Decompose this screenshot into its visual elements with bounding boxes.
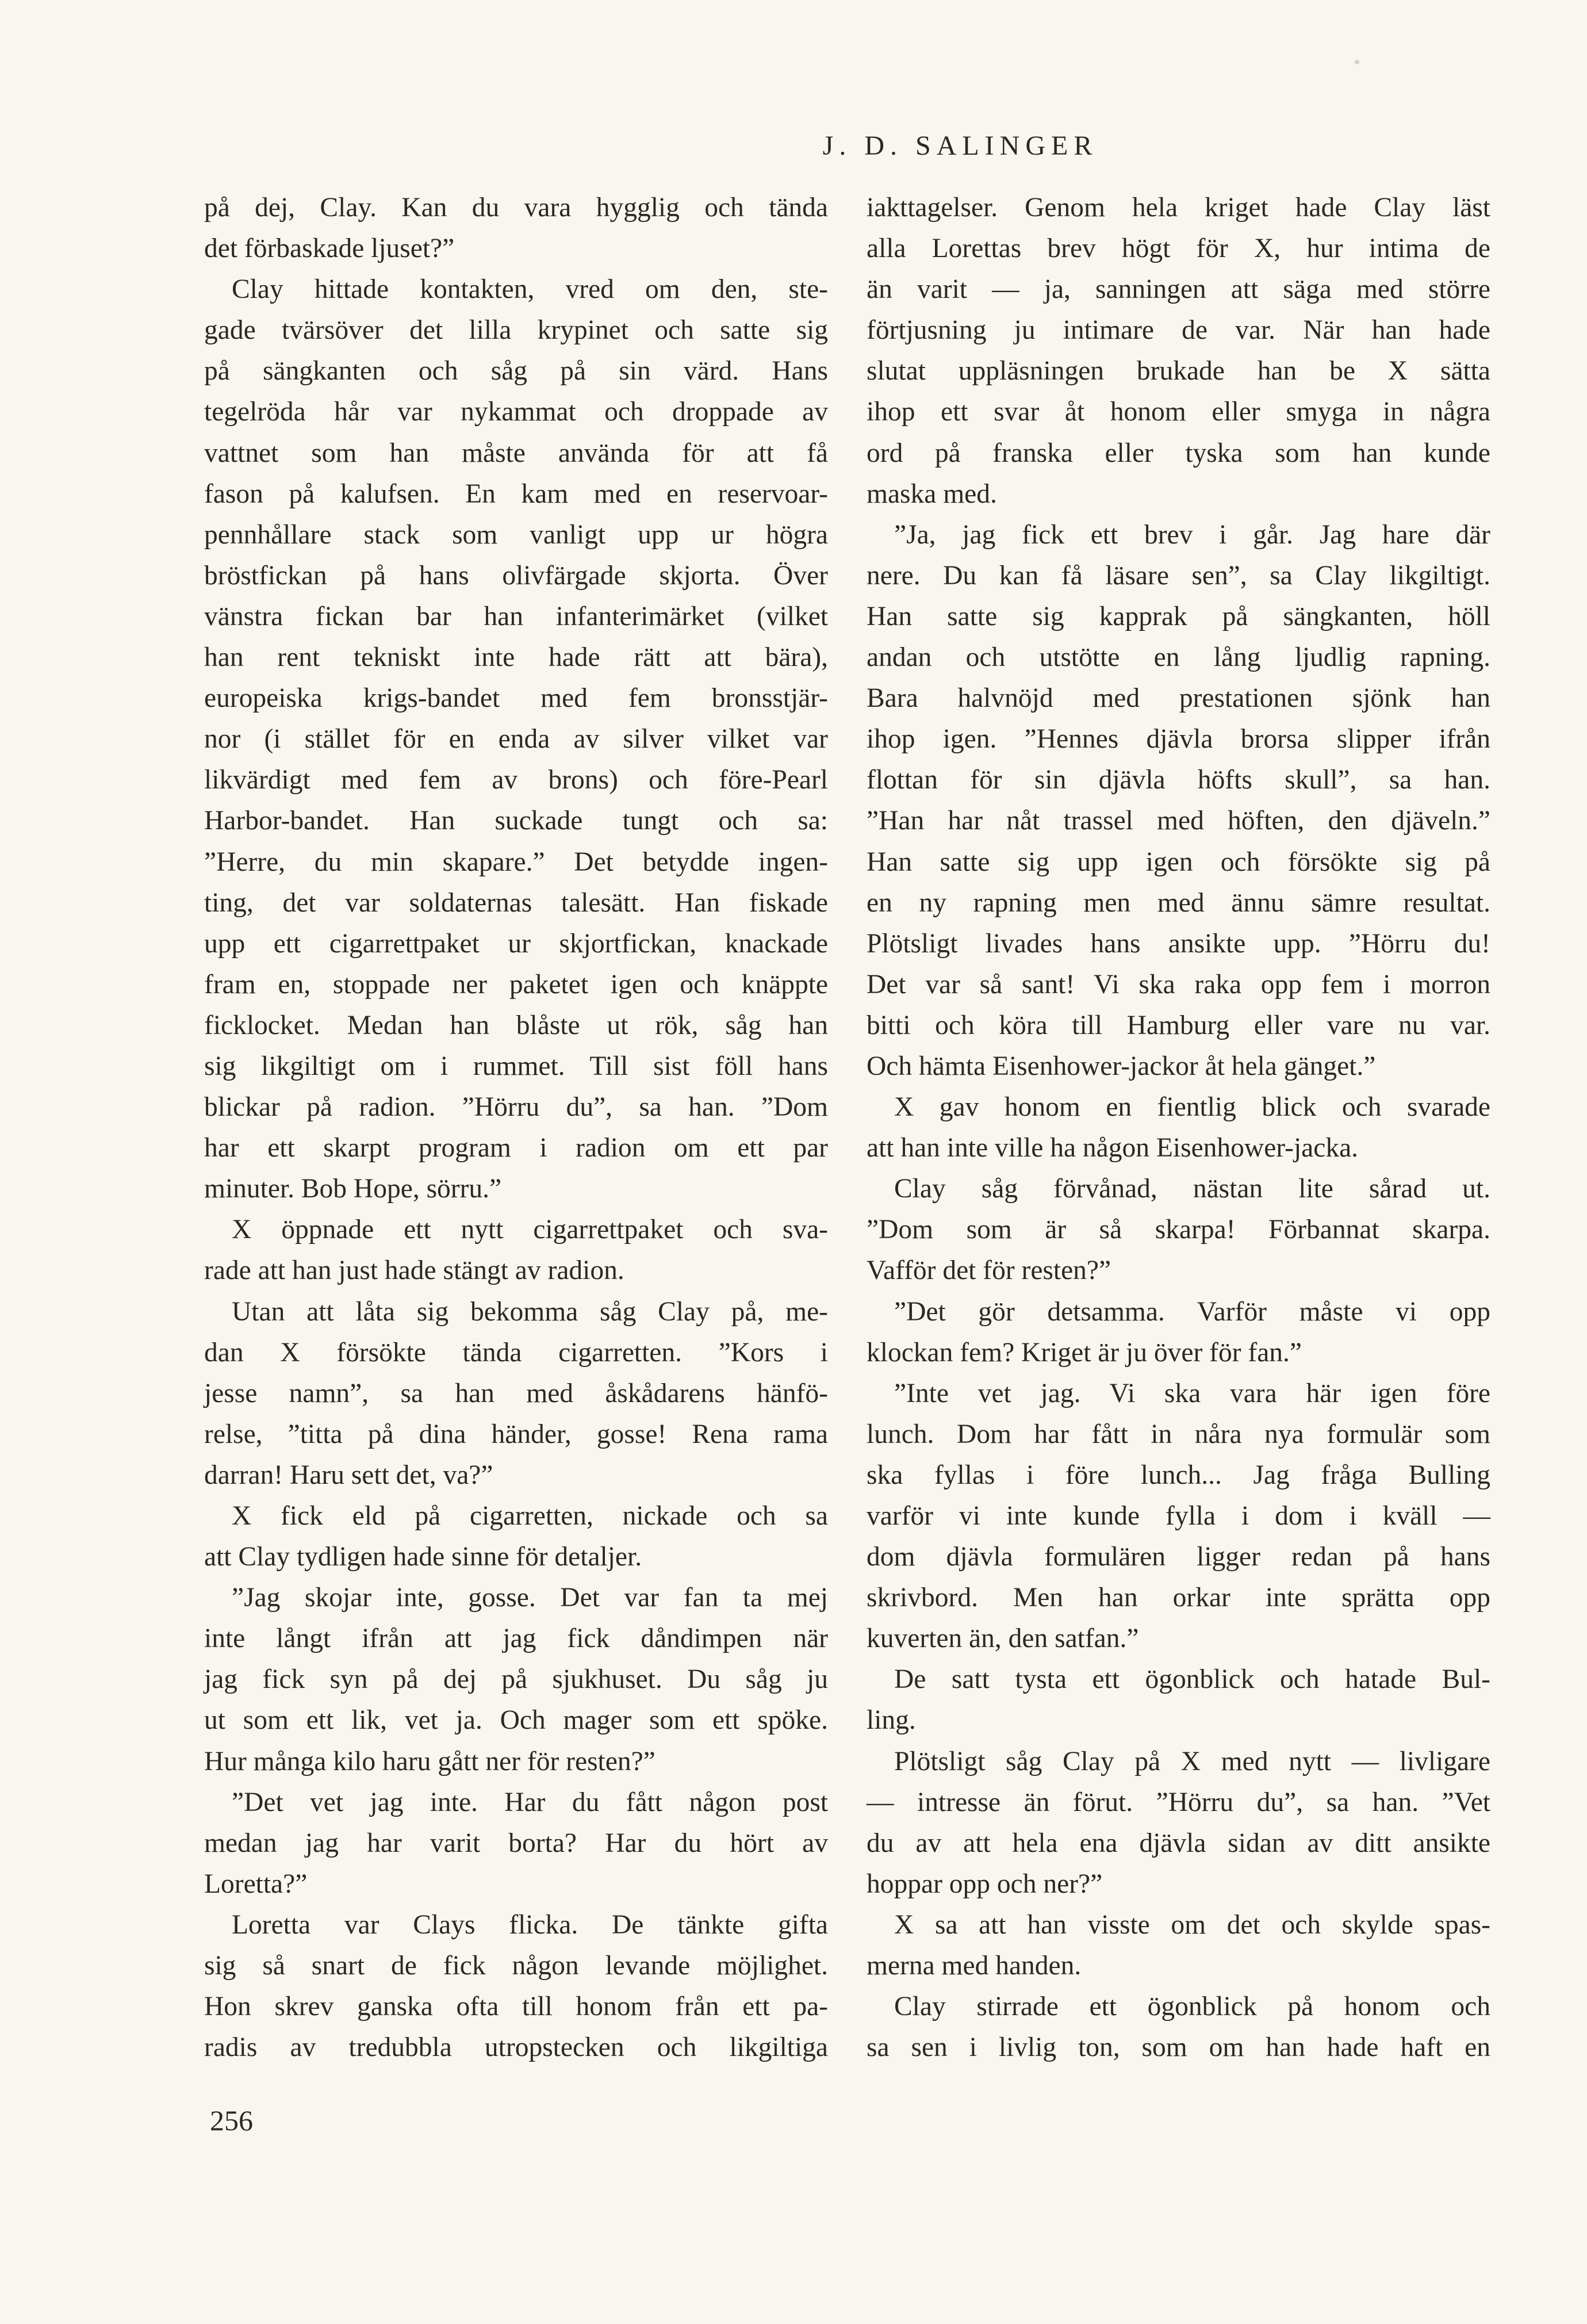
text-line: ficklocket. Medan han blåste ut rök, såg han [204,1010,828,1040]
text-line: du av att hela ena djävla sidan av ditt ansikte [867,1828,1490,1858]
text-line: ord på franska eller tyska som han kunde [867,438,1490,468]
text-line: ut som ett lik, vet ja. Och mager som ett spöke. [204,1705,828,1736]
text-line: alla Lorettas brev högt för X, hur intima de [867,233,1490,264]
text-line: X öppnade ett nytt cigarrettpaket och sva- [232,1215,828,1245]
left-text-column [204,187,828,2068]
text-line: Hur många kilo haru gått ner för resten?” [204,1746,656,1776]
text-line: jag fick syn på dej på sjukhuset. Du såg ju [204,1664,828,1695]
text-line: bröstfickan på hans olivfärgade skjorta. Över [204,560,828,591]
text-line: ”Det gör detsamma. Varför måste vi opp [894,1296,1490,1327]
text-line: ting, det var soldaternas talesätt. Han fiskade [204,887,828,918]
text-line: blickar på radion. ”Hörru du”, sa han. ”Dom [204,1092,828,1123]
text-line: minuter. Bob Hope, sörru.” [204,1174,502,1204]
text-line: tegelröda hår var nykammat och droppade av [204,397,828,427]
text-line: ”Ja, jag fick ett brev i går. Jag hare där [894,519,1490,550]
text-line: vänstra fickan bar han infanterimärket (vilket [204,601,828,631]
paper-speck [1355,60,1359,64]
text-line: Det var så sant! Vi ska raka opp fem i morron [867,969,1490,1000]
text-line: — intresse än förut. ”Hörru du”, sa han. ”Vet [867,1787,1490,1817]
text-line: Bara halvnöjd med prestationen sjönk han [867,683,1490,714]
text-line: Clay såg förvånad, nästan lite sårad ut. [894,1174,1490,1204]
running-head-text: J. D. SALINGER [822,131,1098,161]
text-line: likvärdigt med fem av brons) och före-Pearl [204,765,828,795]
text-line: darran! Haru sett det, va?” [204,1460,493,1490]
text-line: Vafför det för resten?” [867,1255,1111,1286]
text-line: gade tvärsöver det lilla krypinet och satte sig [204,315,828,346]
text-line: han rent tekniskt inte hade rätt att bära), [204,642,828,673]
text-line: sig likgiltigt om i rummet. Till sist föll hans [204,1051,828,1081]
text-line: ”Herre, du min skapare.” Det betydde ingen- [204,847,828,877]
text-line: det förbaskade ljuset?” [204,233,455,264]
text-line: Loretta?” [204,1869,308,1899]
text-line: Hon skrev ganska ofta till honom från ett pa- [204,1992,828,2022]
text-line: De satt tysta ett ögonblick och hatade Bul- [894,1664,1490,1695]
text-line: att Clay tydligen hade sinne för detaljer. [204,1542,642,1572]
page-number: 256 [210,2104,253,2137]
text-line: en ny rapning men med ännu sämre resultat. [867,887,1490,918]
text-line: ”Jag skojar inte, gosse. Det var fan ta mej [232,1583,828,1613]
text-line: ”Han har nåt trassel med höften, den djäveln.” [867,806,1490,836]
text-line: X fick eld på cigarretten, nickade och sa [232,1501,828,1531]
text-line: inte långt ifrån att jag fick dåndimpen när [204,1624,828,1654]
text-line: vattnet som han måste använda för att få [204,438,828,468]
text-line: Plötsligt livades hans ansikte upp. ”Hörru du! [867,928,1490,959]
text-line: pennhållare stack som vanligt upp ur högra [204,519,828,550]
text-line: Utan att låta sig bekomma såg Clay på, me- [232,1296,828,1327]
text-line: nor (i stället för en enda av silver vilket var [204,724,828,755]
text-line: medan jag har varit borta? Har du hört av [204,1828,828,1858]
text-line: än varit — ja, sanningen att säga med större [867,274,1490,305]
text-line: rade att han just hade stängt av radion. [204,1255,624,1286]
text-line: merna med handen. [867,1951,1082,1981]
text-line: upp ett cigarrettpaket ur skjortfickan, knackade [204,928,828,959]
text-line: slutat uppläsningen brukade han be X sätta [867,356,1490,386]
text-line: varför vi inte kunde fylla i dom i kväll — [867,1501,1490,1531]
text-line: bitti och köra till Hamburg eller vare nu var. [867,1010,1490,1040]
text-line: radis av tredubbla utropstecken och likgiltiga [204,2032,828,2063]
text-line: Han satte sig kapprak på sängkanten, höll [867,601,1490,631]
text-line: Clay stirrade ett ögonblick på honom och [894,1992,1490,2022]
running-head [0,130,1587,162]
text-line: X sa att han visste om det och skylde spas- [894,1909,1490,1940]
text-line: Han satte sig upp igen och försökte sig på [867,847,1490,877]
text-line: maska med. [867,478,997,509]
text-line: jesse namn”, sa han med åskådarens hänfö- [204,1378,828,1408]
text-line: fason på kalufsen. En kam med en reservoar- [204,478,828,509]
text-line: har ett skarpt program i radion om ett par [204,1133,828,1163]
text-line: ling. [867,1705,916,1736]
text-line: Clay hittade kontakten, vred om den, ste- [232,274,828,305]
text-line: ”Inte vet jag. Vi ska vara här igen före [894,1378,1490,1408]
text-line: Harbor-bandet. Han suckade tungt och sa: [204,806,828,836]
text-line: dan X försökte tända cigarretten. ”Kors i [204,1337,828,1368]
text-line: på sängkanten och såg på sin värd. Hans [204,356,828,386]
text-line: iakttagelser. Genom hela kriget hade Clay läst [867,193,1490,223]
text-line: ska fyllas i före lunch... Jag fråga Bulling [867,1460,1490,1490]
text-line: sa sen i livlig ton, som om han hade haft en [867,2032,1490,2063]
text-line: klockan fem? Kriget är ju över för fan.” [867,1337,1302,1368]
text-line: dom djävla formulären ligger redan på hans [867,1542,1490,1572]
text-line: Plötsligt såg Clay på X med nytt — livligare [894,1746,1490,1776]
text-line: sig så snart de fick någon levande möjlighet. [204,1951,828,1981]
text-line: Och hämta Eisenhower-jackor åt hela gänget.” [867,1051,1376,1081]
text-line: europeiska krigs-bandet med fem bronsstjär- [204,683,828,714]
text-line: ihop ett svar åt honom eller smyga in några [867,397,1490,427]
text-line: kuverten än, den satfan.” [867,1624,1139,1654]
text-line: Loretta var Clays flicka. De tänkte gifta [232,1909,828,1940]
text-line: lunch. Dom har fått in nåra nya formulär som [867,1419,1490,1449]
text-line: relse, ”titta på dina händer, gosse! Rena rama [204,1419,828,1449]
text-line: skrivbord. Men han orkar inte sprätta opp [867,1583,1490,1613]
text-line: flottan för sin djävla höfts skull”, sa han. [867,765,1490,795]
text-line: ”Dom som är så skarpa! Förbannat skarpa. [867,1215,1490,1245]
text-line: att han inte ville ha någon Eisenhower-jacka. [867,1133,1359,1163]
text-line: nere. Du kan få läsare sen”, sa Clay likgiltigt. [867,560,1490,591]
text-line: fram en, stoppade ner paketet igen och knäppte [204,969,828,1000]
text-line: på dej, Clay. Kan du vara hygglig och tända [204,193,828,223]
text-line: förtjusning ju intimare de var. När han hade [867,315,1490,346]
text-line: ihop igen. ”Hennes djävla brorsa slipper ifrån [867,724,1490,755]
text-line: andan och utstötte en lång ljudlig rapning. [867,642,1490,673]
right-text-column [867,187,1490,2068]
text-line: hoppar opp och ner?” [867,1869,1103,1899]
text-line: X gav honom en fientlig blick och svarade [894,1092,1490,1123]
text-line: ”Det vet jag inte. Har du fått någon post [232,1787,828,1817]
